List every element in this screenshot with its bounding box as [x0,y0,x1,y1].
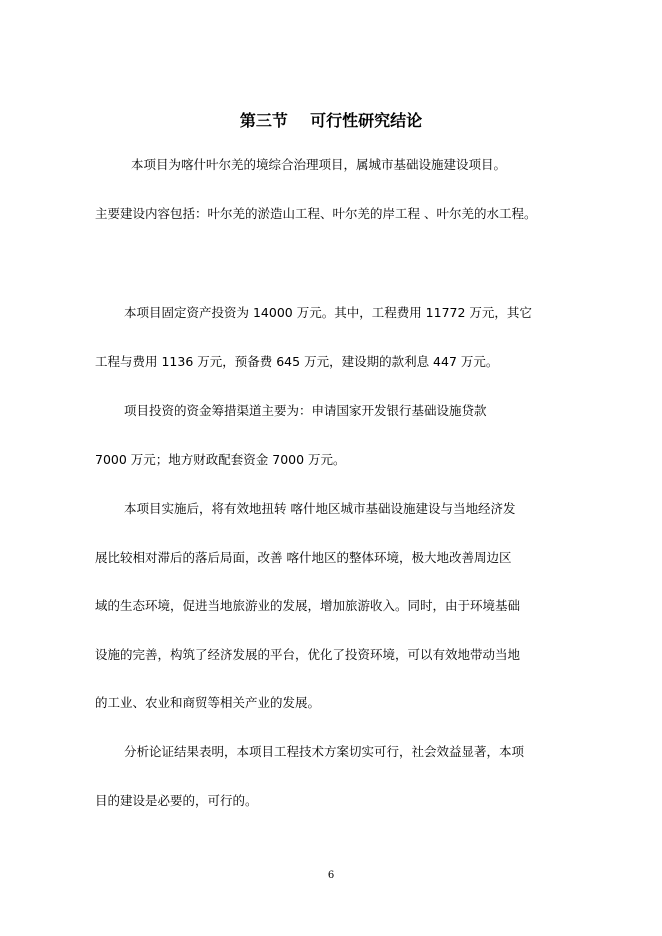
page-number: 6 [327,870,335,881]
paragraph-2-line-1: 主要建设内容包括：叶尔羌的淤造山工程、叶尔羌的岸工程 、叶尔羌的水工程。 [95,206,537,221]
paragraph-5-line-5: 的工业、农业和商贸等相关产业的发展。 [95,695,321,710]
paragraph-5-line-4: 设施的完善，构筑了经济发展的平台，优化了投资环境，可以有效地带动当地 [95,647,521,662]
paragraph-6-line-1: 分析论证结果表明，本项目工程技术方案切实可行，社会效益显著，本项 [124,744,525,759]
section-title: 第三节 可行性研究结论 [239,111,423,130]
paragraph-5-line-3: 域的生态环境，促进当地旅游业的发展，增加旅游收入。同时，由于环境基础 [95,598,521,613]
paragraph-4-line-1: 项目投资的资金筹措渠道主要为：申请国家开发银行基础设施贷款 [124,403,487,418]
paragraph-6-line-2: 目的建设是必要的，可行的。 [95,793,258,808]
paragraph-5-line-1: 本项目实施后，将有效地扭转 喀什地区城市基础设施建设与当地经济发 [124,501,516,516]
paragraph-5-line-2: 展比较相对滞后的落后局面，改善 喀什地区的整体环境，极大地改善周边区 [95,550,512,565]
paragraph-4-line-2: 7000 万元；地方财政配套资金 7000 万元。 [95,452,346,467]
paragraph-1-line-1: 本项目为喀什叶尔羌的境综合治理项目，属城市基础设施建设项目。 [131,157,507,172]
paragraph-3-line-1: 本项目固定资产投资为 14000 万元。其中，工程费用 11772 万元，其它 [124,305,532,320]
paragraph-3-line-2: 工程与费用 1136 万元，预备费 645 万元，建设期的款利息 447 万元。 [95,354,499,369]
